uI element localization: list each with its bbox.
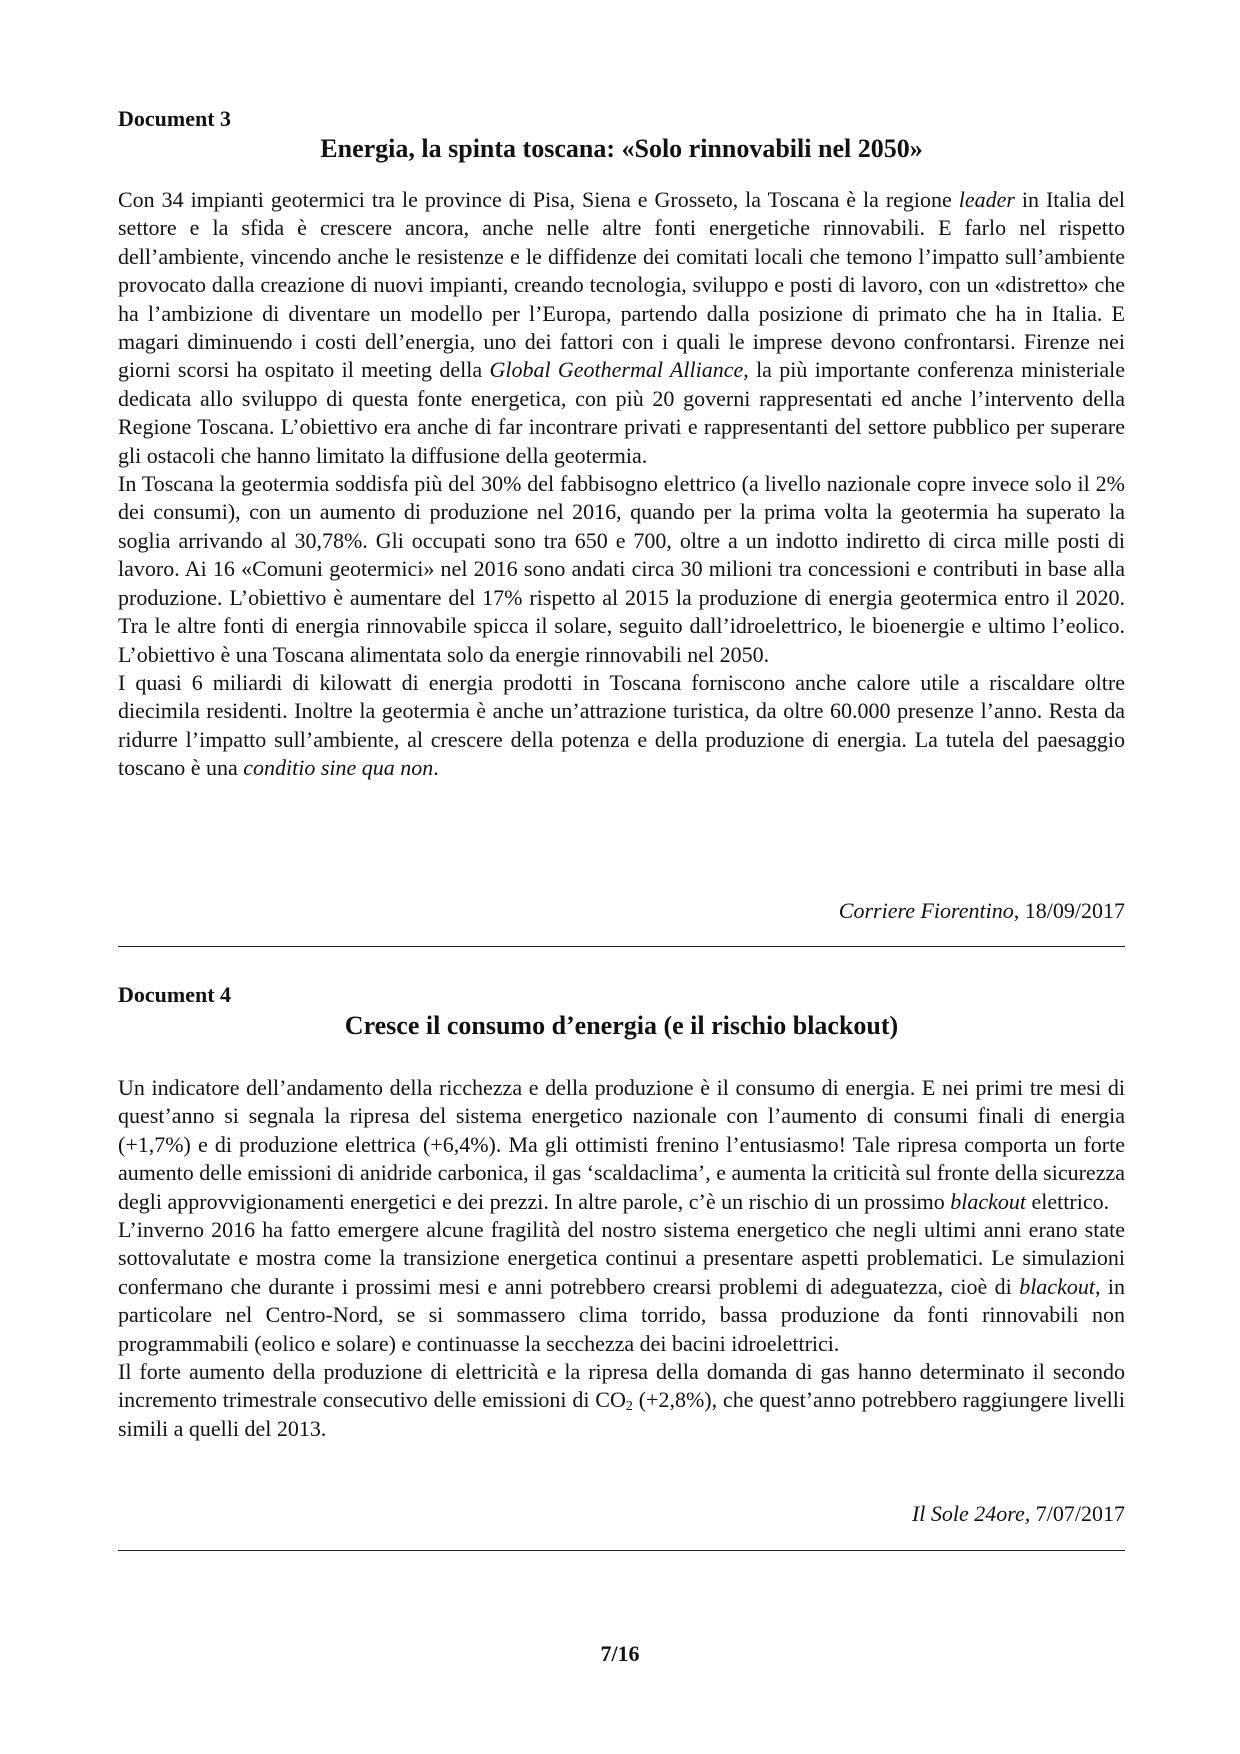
doc4-body: [118, 1074, 1125, 1443]
doc3-paragraph-2: In Toscana la geotermia soddisfa più del 30% del fabbisogno elettrico (a livello nazionale copre invece solo il 2% dei consumi), con un aumento di produzione nel 2016, quando per la prima volta la geotermia ha superato la soglia arrivando al 30,78%. Gli occupati sono tra 650 e 700, oltre a un indotto indiretto di circa mille posti di lavoro. Ai 16 «Comuni geotermici» nel 2016 sono andati circa 30 milioni tra concessioni e contributi in base alla produzione. L’obiettivo è aumentare del 17% rispetto al 2015 la produzione di energia geotermica entro il 2020. Tra le altre fonti di energia rinnovabile spicca il solare, seguito dall’idroelettrico, le bioenergie e ultimo l’eolico. L’obiettivo è una Toscana alimentata solo da energie rinnovabili nel 2050.: [118, 471, 1125, 667]
doc3-title: Energia, la spinta toscana: «Solo rinnovabili nel 2050»: [320, 134, 923, 163]
doc3-source: Corriere Fiorentino, 18/09/2017: [838, 898, 1125, 923]
doc4-paragraph-1: Un indicatore dell’andamento della ricchezza e della produzione è il consumo di energia. E nei primi tre mesi di quest’anno si segnala la ripresa del sistema energetico nazionale con l’aumento di consumi finali di energia (+1,7%) e di produzione elettrica (+6,4%). Ma gli ottimisti frenino l’entusiasmo! Tale ripresa comporta un forte aumento delle emissioni di anidride carbonica, il gas ‘scaldaclima’, e aumenta la criticità sul fronte della sicurezza degli approvvigionamenti energetici e dei prezzi. In altre parole, c’è un rischio di un prossimo blackout elettrico.: [118, 1075, 1125, 1214]
page-number: 7/16: [600, 1641, 640, 1666]
section-divider-bottom: [118, 1550, 1125, 1551]
doc4-paragraph-2: L’inverno 2016 ha fatto emergere alcune fragilità del nostro sistema energetico che negli ultimi anni erano state sottovalutate e mostra come la transizione energetica continui a presentare aspetti problematici. Le simulazioni confermano che durante i prossimi mesi e anni potrebbero crearsi problemi di adeguatezza, cioè di blackout, in particolare nel Centro-Nord, se si sommassero clima torrido, bassa produzione da fonti rinnovabili non programmabili (eolico e solare) e continuasse la secchezza dei bacini idroelettrici.: [118, 1217, 1125, 1356]
section-divider: [118, 946, 1125, 947]
doc4-source: Il Sole 24ore, 7/07/2017: [911, 1501, 1125, 1526]
doc3-paragraph-1: Con 34 impianti geotermici tra le province di Pisa, Siena e Grosseto, la Toscana è la regione leader in Italia del settore e la sfida è crescere ancora, anche nelle altre fonti energetiche rinnovabili. E farlo nel rispetto dell’ambiente, vincendo anche le resistenze e le diffidenze dei comitati locali che temono l’impatto sull’ambiente provocato dalla creazione di nuovi impianti, creando tecnologia, sviluppo e posti di lavoro, con un «distretto» che ha l’ambizione di diventare un modello per l’Europa, partendo dalla posizione di primato che ha in Italia. E magari diminuendo i costi dell’energia, uno dei fattori con i quali le imprese devono confrontarsi. Firenze nei giorni scorsi ha ospitato il meeting della Global Geothermal Alliance, la più importante conferenza ministeriale dedicata allo sviluppo di questa fonte energetica, con più 20 governi rappresentati ed anche l’intervento della Regione Toscana. L’obiettivo era anche di far incontrare privati e rappresentanti del settore pubblico per superare gli ostacoli che hanno limitato la diffusione della geotermia.: [118, 187, 1126, 468]
doc3-body: [118, 186, 1125, 783]
doc3-paragraph-3: I quasi 6 miliardi di kilowatt di energia prodotti in Toscana forniscono anche calore utile a riscaldare oltre diecimila residenti. Inoltre la geotermia è anche un’attrazione turistica, da oltre 60.000 presenze l’anno. Resta da ridurre l’impatto sull’ambiente, al crescere della potenza e della produzione di energia. La tutela del paesaggio toscano è una conditio sine qua non.: [118, 669, 1125, 781]
doc3-label: Document 3: [118, 106, 232, 131]
doc4-label: Document 4: [118, 982, 232, 1007]
doc4-title: Cresce il consumo d’energia (e il rischio blackout): [344, 1011, 899, 1040]
doc4-paragraph-3: Il forte aumento della produzione di elettricità e la ripresa della domanda di gas hanno determinato il secondo incremento trimestrale consecutivo delle emissioni di $CO_2$ (+2,8%), che quest’anno potrebbero raggiungere livelli simili a quelli del 2013.: [118, 1359, 1125, 1441]
